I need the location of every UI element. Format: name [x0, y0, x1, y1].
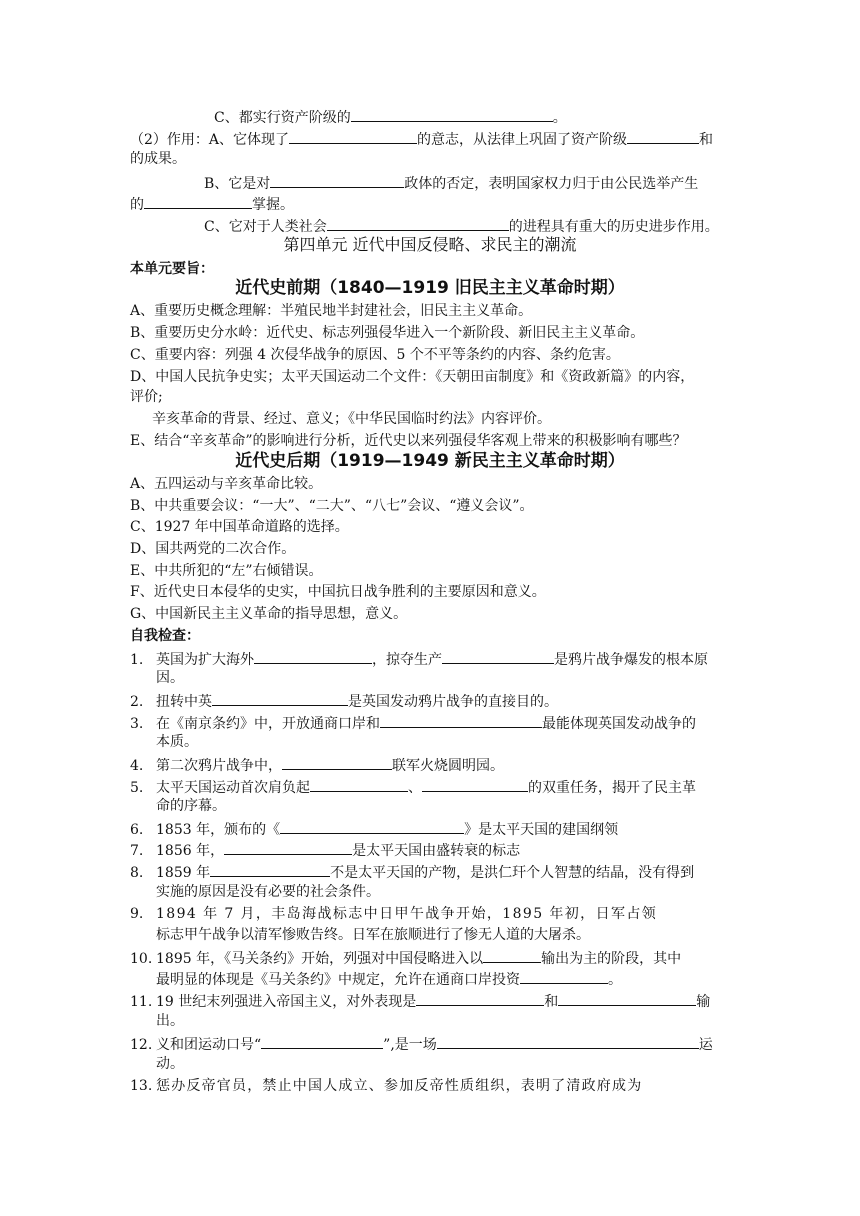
period-title: 近代史后期（1919—1949 新民主主义革命时期） — [235, 451, 625, 471]
text: 。 — [552, 110, 567, 126]
fill-blank[interactable] — [210, 861, 330, 877]
text: 扭转中英 — [156, 694, 212, 710]
list-item: E、中共所犯的“左”右倾错误。 — [130, 563, 323, 579]
text: 惩办反帝官员，禁止中国人成立、参加反帝性质组织，表明了清政府成为 — [156, 1078, 643, 1094]
list-item: C、重要内容：列强 4 次侵华战争的原因、5 个不平等条约的内容、条约危害。 — [130, 347, 620, 363]
text-line — [130, 128, 713, 150]
question-number: 10. — [130, 951, 153, 967]
list-item: B、中共重要会议：“一大”、“二大”、“八七”会议、“遵义会议”。 — [130, 498, 534, 514]
question-10-cont — [156, 968, 622, 990]
text: 1859 年 — [156, 865, 211, 881]
question-number: 11. — [130, 994, 153, 1010]
question-number: 3. — [130, 716, 144, 732]
question-number: 9. — [130, 906, 144, 922]
fill-blank[interactable] — [422, 776, 528, 792]
text: 第二次鸦片战争中， — [156, 758, 282, 774]
text: 的 — [130, 197, 144, 213]
question-6 — [130, 818, 618, 840]
fill-blank[interactable] — [224, 839, 352, 855]
text: 的双重任务，揭开了民主革 — [528, 780, 696, 796]
text: 最明显的体现是《马关条约》中规定，允许在通商口岸投资 — [156, 972, 520, 988]
text: 是英国发动鸦片战争的直接目的。 — [348, 694, 558, 710]
question-number: 12. — [130, 1037, 153, 1053]
fill-blank[interactable] — [520, 968, 608, 984]
fill-blank[interactable] — [483, 947, 541, 963]
fill-blank[interactable] — [380, 712, 542, 728]
text: 1895 年，《马关条约》开始，列强对中国侵略进入以 — [156, 951, 484, 967]
text: 掌握。 — [252, 197, 294, 213]
fill-blank[interactable] — [351, 106, 553, 122]
question-2 — [130, 690, 558, 712]
question-5-cont: 命的序幕。 — [156, 798, 226, 814]
question-5 — [130, 776, 696, 798]
text: ”,是一场 — [383, 1037, 437, 1053]
fill-blank[interactable] — [280, 818, 464, 834]
text: B、它是对 — [204, 176, 271, 192]
fill-blank[interactable] — [442, 648, 554, 664]
fill-blank[interactable] — [627, 128, 699, 144]
section-heading: 本单元要旨： — [130, 261, 214, 277]
text: 在《南京条约》中，开放通商口岸和 — [156, 716, 380, 732]
fill-blank[interactable] — [310, 776, 408, 792]
text: C、都实行资产阶级的 — [214, 110, 351, 126]
text: 输 — [696, 994, 711, 1010]
text: 的意志，从法律上巩固了资产阶级 — [417, 132, 628, 148]
question-number: 1. — [130, 652, 144, 668]
question-number: 4. — [130, 758, 144, 774]
question-3-cont: 本质。 — [156, 734, 198, 750]
text: 太平天国运动首次肩负起 — [156, 780, 310, 796]
fill-blank[interactable] — [282, 754, 392, 770]
text: C、它对于人类社会 — [204, 219, 327, 235]
text: 是太平天国由盛转衰的标志 — [352, 843, 521, 859]
text: 1853 年，颁布的《 — [156, 822, 281, 838]
text: 1894 年 7 月，丰岛海战标志中日甲午战争开始，1895 年初，日军占领 — [156, 906, 658, 922]
question-number: 13. — [130, 1078, 153, 1094]
list-item: D、国共两党的二次合作。 — [130, 541, 296, 557]
text: 最能体现英国发动战争的 — [542, 716, 696, 732]
text: ，掠夺生产 — [372, 652, 442, 668]
unit-title: 第四单元 近代中国反侵略、求民主的潮流 — [283, 235, 577, 254]
question-9-cont: 标志甲午战争以清军惨败告终。日军在旅顺进行了惨无人道的大屠杀。 — [156, 927, 590, 943]
question-number: 8. — [130, 865, 144, 881]
question-number: 6. — [130, 822, 144, 838]
text-line — [130, 193, 294, 215]
text: 输出为主的阶段，其中 — [541, 951, 682, 967]
text: 和 — [699, 132, 714, 148]
text: 和 — [544, 994, 559, 1010]
list-item: G、中国新民主主义革命的指导思想，意义。 — [130, 606, 408, 622]
text: 的成果。 — [130, 151, 186, 167]
fill-blank[interactable] — [558, 990, 696, 1006]
question-11-cont: 出。 — [156, 1013, 184, 1029]
question-1-cont: 因。 — [156, 670, 184, 686]
text-line — [130, 149, 186, 169]
question-8-cont: 实施的原因是没有必要的社会条件。 — [156, 884, 380, 900]
text: 19 世纪末列强进入帝国主义，对外表现是 — [156, 994, 417, 1010]
fill-blank[interactable] — [289, 128, 417, 144]
list-item: A、重要历史概念理解：半殖民地半封建社会，旧民主主义革命。 — [130, 303, 533, 319]
list-item: D、中国人民抗争史实；太平天国运动二个文件：《天朝田亩制度》和《资政新篇》的内容， — [130, 369, 695, 385]
text: 义和团运动口号“ — [156, 1037, 262, 1053]
list-item: C、1927 年中国革命道路的选择。 — [130, 519, 349, 535]
question-7 — [130, 839, 520, 861]
question-number: 7. — [130, 843, 144, 859]
question-3 — [130, 712, 696, 734]
text-line — [214, 106, 567, 128]
question-number: 2. — [130, 694, 144, 710]
question-4 — [130, 754, 504, 776]
text: 的进程具有重大的历史进步作用。 — [508, 219, 719, 235]
list-item: F、近代史日本侵华的史实，中国抗日战争胜利的主要原因和意义。 — [130, 584, 546, 600]
text: 。 — [608, 972, 622, 988]
list-item: 评价; — [130, 389, 163, 405]
question-11 — [130, 990, 710, 1012]
fill-blank[interactable] — [416, 990, 544, 1006]
question-12-cont: 动。 — [156, 1056, 184, 1072]
text: 联军火烧圆明园。 — [392, 758, 504, 774]
text-line — [204, 172, 698, 194]
fill-blank[interactable] — [327, 215, 509, 231]
section-heading: 自我检查： — [130, 628, 200, 644]
question-9 — [130, 904, 657, 924]
fill-blank[interactable] — [144, 193, 252, 209]
text: 不是太平天国的产物，是洪仁玕个人智慧的结晶，没有得到 — [330, 865, 695, 881]
fill-blank[interactable] — [270, 172, 404, 188]
fill-blank[interactable] — [254, 648, 372, 664]
question-1 — [130, 648, 708, 670]
list-item: E、结合“辛亥革命”的影响进行分析，近代史以来列强侵华客观上带来的积极影响有哪些？ — [130, 433, 687, 449]
text: 政体的否定，表明国家权力归于由公民选举产生 — [404, 176, 699, 192]
text: 、 — [408, 780, 422, 796]
fill-blank[interactable] — [437, 1033, 699, 1049]
text: 是鸦片战争爆发的根本原 — [554, 652, 708, 668]
fill-blank[interactable] — [261, 1033, 383, 1049]
text: 英国为扩大海外 — [156, 652, 254, 668]
period-title: 近代史前期（1840—1919 旧民主主义革命时期） — [235, 278, 625, 298]
list-item: A、五四运动与辛亥革命比较。 — [130, 476, 323, 492]
question-13 — [130, 1076, 642, 1096]
text: 》是太平天国的建国纲领 — [464, 822, 619, 838]
text: 1856 年， — [156, 843, 225, 859]
text: 运 — [698, 1037, 713, 1053]
text: （2）作用：A、它体现了 — [130, 132, 290, 148]
list-item: B、重要历史分水岭：近代史、标志列强侵华进入一个新阶段、新旧民主主义革命。 — [130, 325, 645, 341]
question-number: 5. — [130, 780, 144, 796]
list-item: 辛亥革命的背景、经过、意义；《中华民国临时约法》内容评价。 — [152, 411, 551, 427]
fill-blank[interactable] — [212, 690, 348, 706]
question-10 — [130, 947, 681, 969]
question-8 — [130, 861, 694, 883]
question-12 — [130, 1033, 713, 1055]
